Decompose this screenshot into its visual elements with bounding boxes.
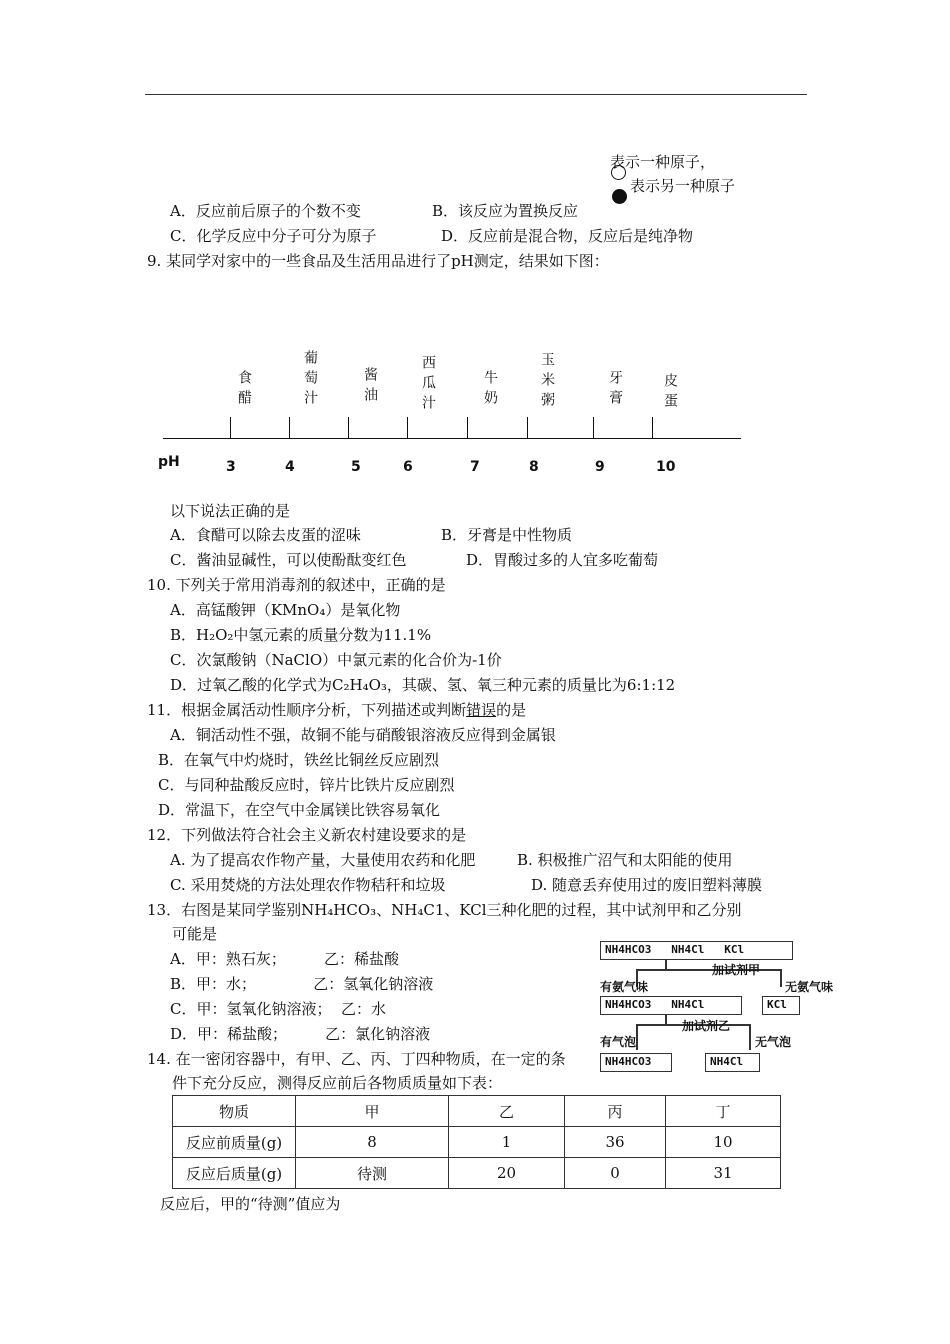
q13-option-d: D．甲：稀盐酸； 乙：氯化钠溶液 bbox=[170, 1025, 431, 1043]
flow-reagent2-label: 加试剂乙 bbox=[682, 1019, 731, 1033]
ph-tick bbox=[407, 417, 408, 439]
q12-option-c: C. 采用焚烧的方法处理农作物秸秆和垃圾 bbox=[170, 876, 446, 894]
table-cell: 10 bbox=[666, 1127, 781, 1158]
table-cell: 待测 bbox=[296, 1158, 449, 1189]
q12-option-a: A. 为了提高农作物产量，大量使用农药和化肥 bbox=[170, 851, 476, 869]
q11-stem-post: 的是 bbox=[496, 701, 527, 719]
ph-tick bbox=[593, 417, 594, 439]
flow-top-box: NH4HCO3 NH4Cl KCl bbox=[600, 941, 793, 960]
q11-stem-pre: 11．根据金属活动性顺序分析，下列描述或判断 bbox=[147, 701, 467, 719]
table-header-cell: 甲 bbox=[296, 1096, 449, 1127]
q9-option-c: C．酱油显碱性，可以使酚酞变红色 bbox=[170, 551, 407, 569]
ph-item-soy-sauce: 酱油 bbox=[362, 367, 378, 407]
flow-bottom-left-box: NH4HCO3 bbox=[600, 1053, 672, 1072]
flow-reagent1-label: 加试剂甲 bbox=[712, 963, 761, 977]
q10-option-a: A．高锰酸钾（KMnO₄）是氧化物 bbox=[170, 601, 401, 619]
table-cell: 0 bbox=[565, 1158, 666, 1189]
ph-tick bbox=[348, 417, 349, 439]
ph-value: 7 bbox=[470, 459, 480, 475]
flow-connector bbox=[780, 969, 782, 987]
ph-item-grape-juice: 葡萄汁 bbox=[302, 350, 318, 410]
ph-item-vinegar: 食醋 bbox=[236, 370, 252, 410]
q10-option-b: B．H₂O₂中氢元素的质量分数为11.1% bbox=[170, 626, 432, 644]
ph-axis-label: pH bbox=[158, 454, 180, 470]
ph-value: 5 bbox=[351, 459, 361, 475]
q13-stem-cont: 可能是 bbox=[172, 925, 218, 943]
q11-stem bbox=[147, 700, 526, 720]
table-cell: 反应后质量(g) bbox=[173, 1158, 296, 1189]
q10-option-d: D．过氧乙酸的化学式为C₂H₄O₃，其碳、氢、氧三种元素的质量比为6:1:12 bbox=[170, 676, 676, 694]
flow-ammonia-label: 有氨气味 bbox=[600, 980, 649, 994]
q13-option-b: B．甲：水； 乙：氢氧化钠溶液 bbox=[170, 975, 434, 993]
table-cell: 31 bbox=[666, 1158, 781, 1189]
q12-option-d: D. 随意丢弃使用过的废旧塑料薄膜 bbox=[531, 876, 763, 894]
q8-option-a: A．反应前后原子的个数不变 bbox=[170, 202, 361, 220]
table-row bbox=[173, 1127, 781, 1158]
ph-item-toothpaste: 牙膏 bbox=[607, 370, 623, 410]
q11-option-b: B．在氧气中灼烧时，铁丝比铜丝反应剧烈 bbox=[158, 751, 440, 769]
q13-stem: 13．右图是某同学鉴别NH₄HCO₃、NH₄C1、KCl三种化肥的过程，其中试剂甲和乙分别 bbox=[147, 901, 742, 919]
q9-option-b: B．牙膏是中性物质 bbox=[441, 526, 573, 544]
flow-no-bubbles-label: 无气泡 bbox=[755, 1035, 792, 1049]
ph-item-watermelon-juice: 西瓜汁 bbox=[420, 355, 436, 415]
ph-tick bbox=[289, 417, 290, 439]
flow-kcl-box: KCl bbox=[762, 996, 800, 1015]
ph-value: 3 bbox=[226, 459, 236, 475]
q14-after: 反应后，甲的“待测”值应为 bbox=[160, 1195, 341, 1213]
ph-item-milk: 牛奶 bbox=[482, 370, 498, 410]
ph-value: 4 bbox=[285, 459, 295, 475]
ph-value: 8 bbox=[529, 459, 539, 475]
flow-connector bbox=[749, 1024, 751, 1050]
q11-option-c: C．与同种盐酸反应时，锌片比铁片反应剧烈 bbox=[158, 776, 455, 794]
ph-item-preserved-egg: 皮蛋 bbox=[662, 373, 678, 413]
table-cell: 反应前质量(g) bbox=[173, 1127, 296, 1158]
ph-tick bbox=[527, 417, 528, 439]
q9-stem: 9. 某同学对家中的一些食品及生活用品进行了pH测定，结果如下图： bbox=[147, 252, 609, 270]
ph-value: 9 bbox=[595, 459, 605, 475]
q11-option-d: D．常温下，在空气中金属镁比铁容易氧化 bbox=[158, 801, 441, 819]
ph-tick bbox=[467, 417, 468, 439]
mass-table bbox=[172, 1095, 781, 1189]
black-atom-icon bbox=[612, 189, 627, 204]
table-header-cell: 丙 bbox=[565, 1096, 666, 1127]
flow-bubbles-label: 有气泡 bbox=[600, 1035, 637, 1049]
flow-mid-box: NH4HCO3 NH4Cl bbox=[600, 996, 742, 1015]
ph-tick bbox=[652, 417, 653, 439]
q9-prompt: 以下说法正确的是 bbox=[170, 502, 291, 520]
ph-axis bbox=[163, 438, 741, 439]
legend-white-label: 表示一种原子， bbox=[610, 153, 716, 171]
ph-value: 10 bbox=[656, 459, 676, 475]
ph-tick bbox=[230, 417, 231, 439]
ph-item-corn-porridge: 玉米粥 bbox=[539, 352, 555, 412]
table-cell: 20 bbox=[449, 1158, 565, 1189]
table-header-cell: 物质 bbox=[173, 1096, 296, 1127]
table-cell: 36 bbox=[565, 1127, 666, 1158]
q12-option-b: B. 积极推广沼气和太阳能的使用 bbox=[517, 851, 733, 869]
flow-bottom-right-box: NH4Cl bbox=[705, 1053, 760, 1072]
table-header-cell: 乙 bbox=[449, 1096, 565, 1127]
q14-stem-cont: 件下充分反应，测得反应前后各物质质量如下表： bbox=[172, 1074, 503, 1092]
q10-option-c: C．次氯酸钠（NaClO）中氯元素的化合价为-1价 bbox=[170, 651, 502, 669]
q9-option-a: A．食醋可以除去皮蛋的涩味 bbox=[170, 526, 361, 544]
q8-option-b: B．该反应为置换反应 bbox=[432, 202, 579, 220]
table-cell: 1 bbox=[449, 1127, 565, 1158]
q8-option-c: C．化学反应中分子可分为原子 bbox=[170, 227, 377, 245]
table-header-cell: 丁 bbox=[666, 1096, 781, 1127]
q13-option-c: C．甲：氢氧化钠溶液； 乙：水 bbox=[170, 1000, 387, 1018]
flow-no-ammonia-label: 无氨气味 bbox=[785, 980, 834, 994]
q9-option-d: D．胃酸过多的人宜多吃葡萄 bbox=[466, 551, 659, 569]
q14-stem: 14. 在一密闭容器中，有甲、乙、丙、丁四种物质，在一定的条 bbox=[147, 1050, 566, 1068]
q8-option-d: D．反应前是混合物，反应后是纯净物 bbox=[441, 227, 694, 245]
table-row bbox=[173, 1158, 781, 1189]
flow-connector bbox=[636, 1024, 638, 1050]
ph-value: 6 bbox=[403, 459, 413, 475]
legend-black-label: 表示另一种原子 bbox=[630, 177, 736, 195]
q12-stem: 12．下列做法符合社会主义新农村建设要求的是 bbox=[147, 826, 467, 844]
q11-option-a: A．铜活动性不强，故铜不能与硝酸银溶液反应得到金属银 bbox=[170, 726, 556, 744]
table-cell: 8 bbox=[296, 1127, 449, 1158]
q13-option-a: A．甲：熟石灰； 乙：稀盐酸 bbox=[170, 950, 399, 968]
q11-stem-emphasis: 错误 bbox=[466, 701, 497, 719]
q10-stem: 10. 下列关于常用消毒剂的叙述中，正确的是 bbox=[147, 576, 446, 594]
header-rule bbox=[145, 94, 807, 95]
table-header-row bbox=[173, 1096, 781, 1127]
